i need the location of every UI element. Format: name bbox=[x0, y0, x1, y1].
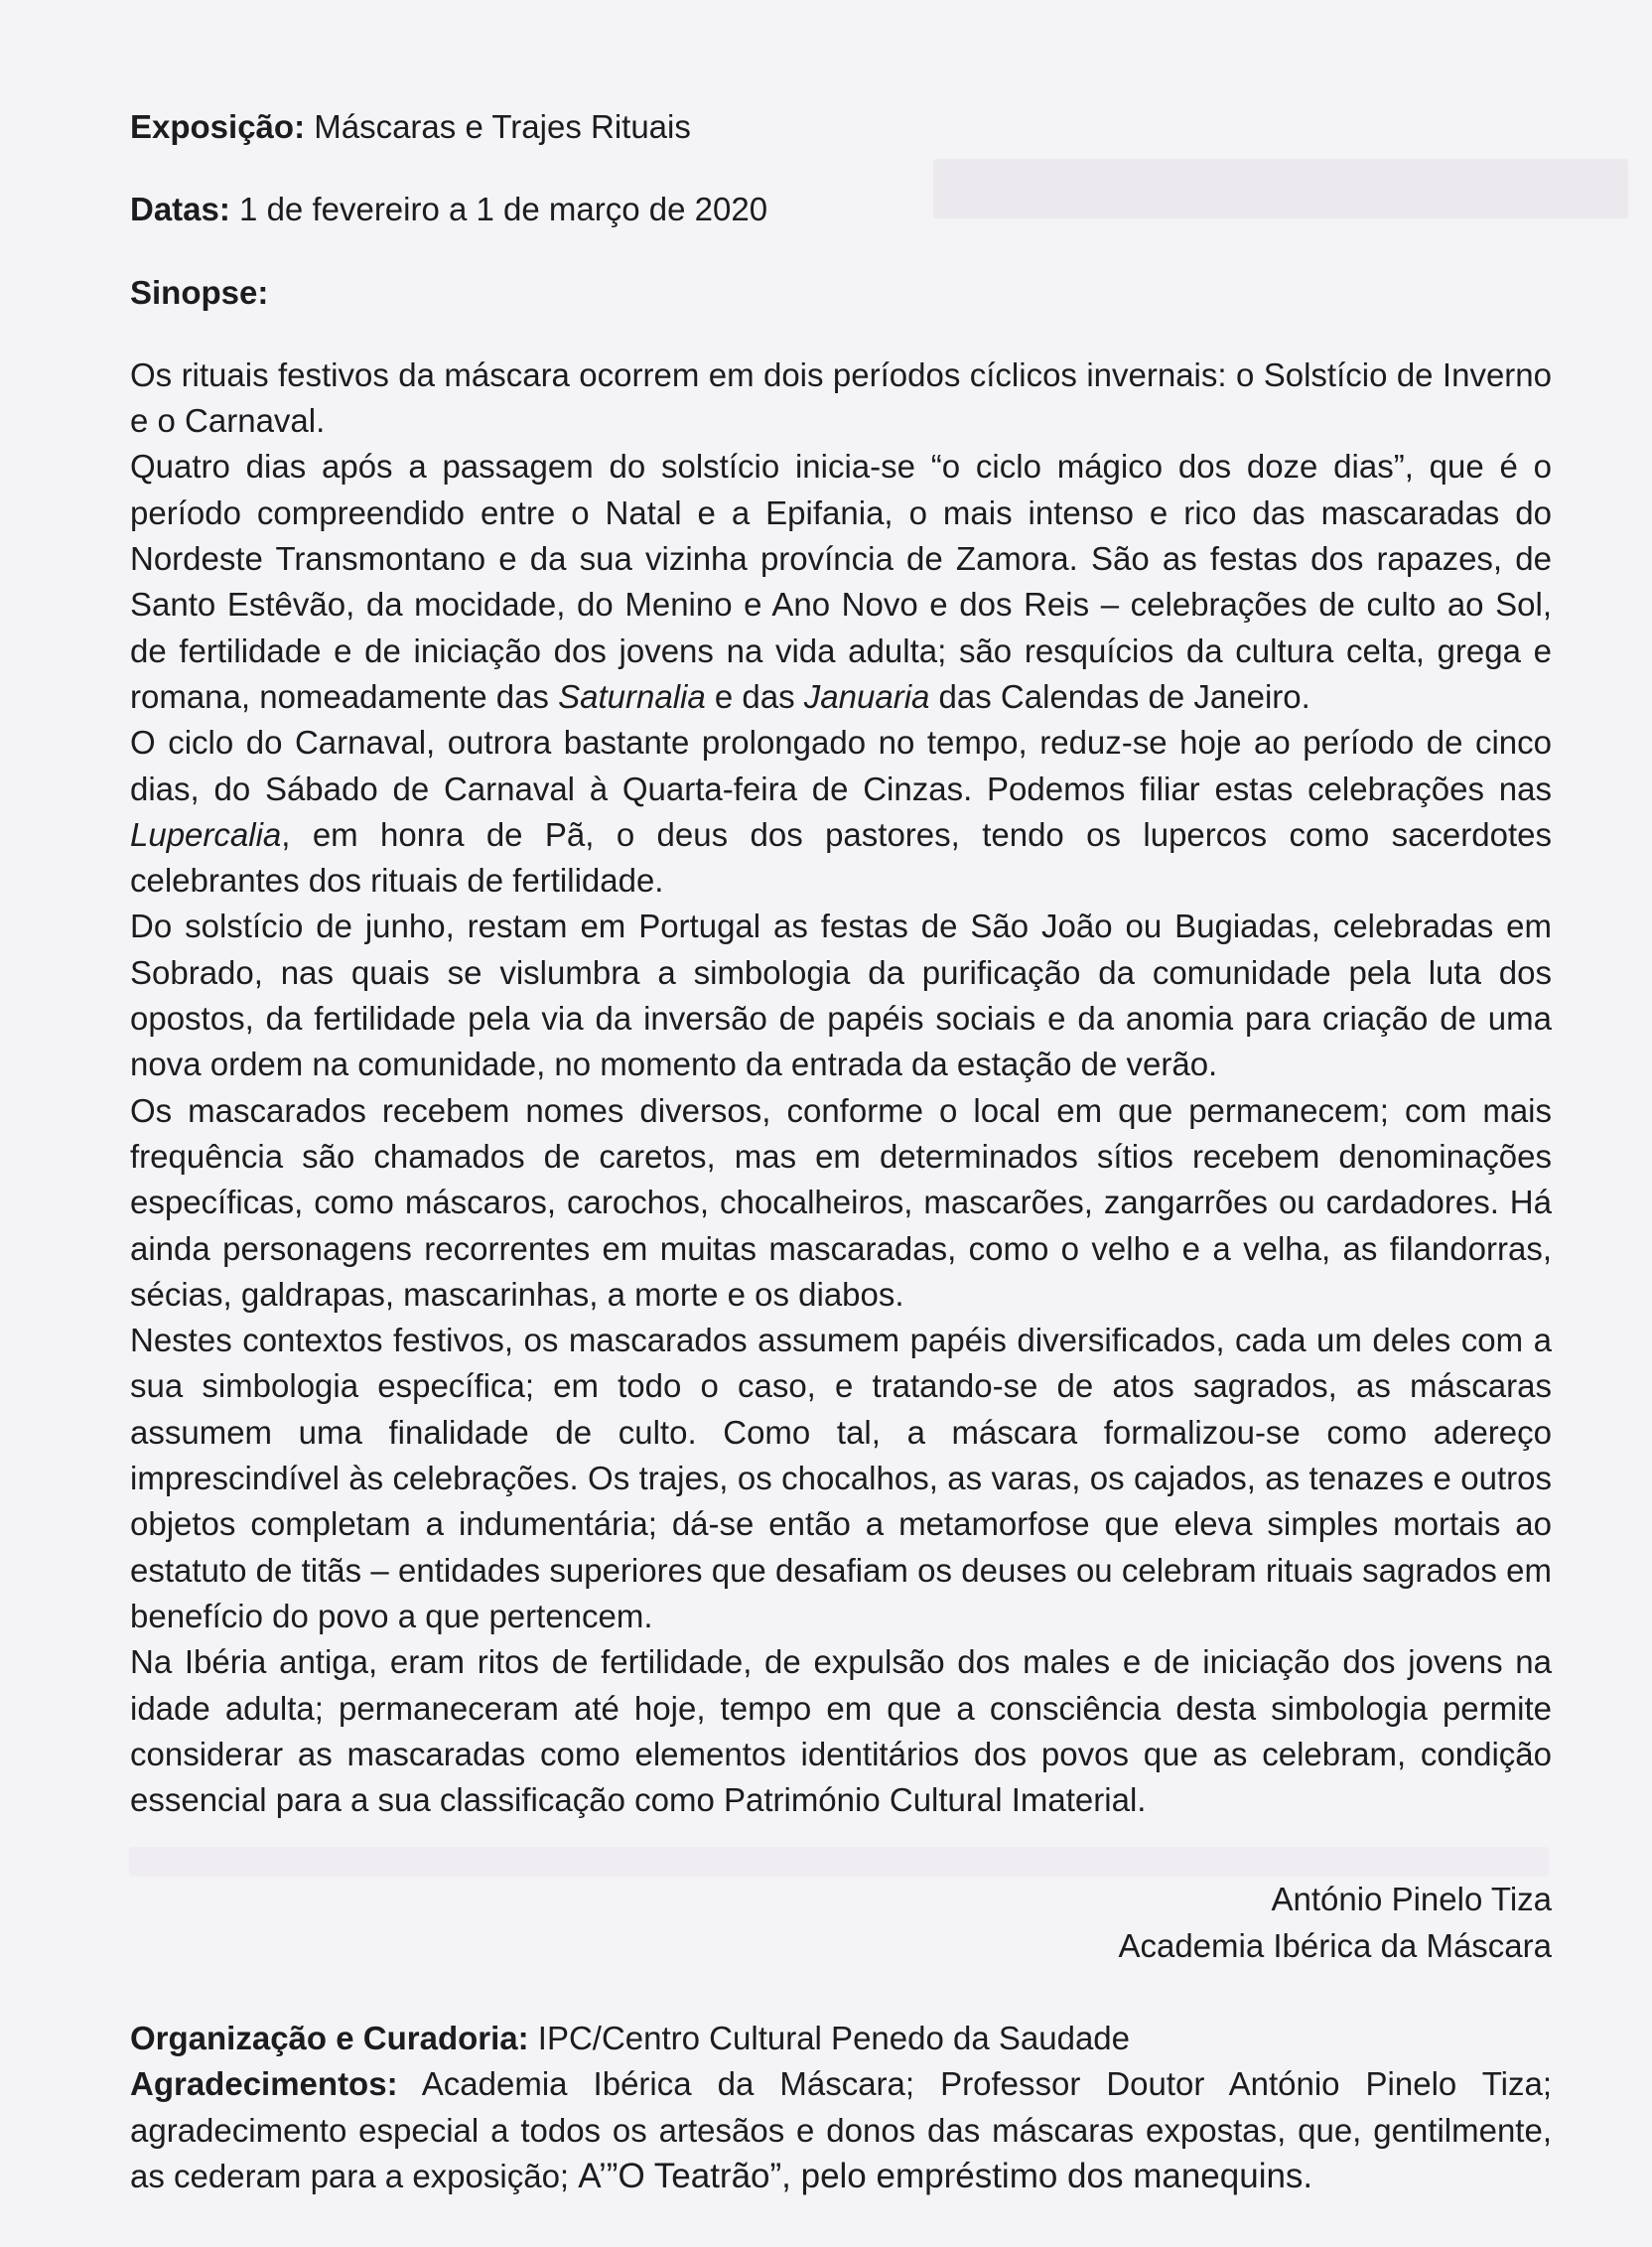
synopsis-paragraph: Do solstício de junho, restam em Portugal as festas de São João ou Bugiadas, celebradas em Sobrado, nas quais se vislumbra a simbologia da purificação da comunidade pela luta dos opostos, da fertilidade pela via da inversão de papéis sociais e da anomia para criação de uma nova ordem na comunidade, no momento da entrada da estação de verão. bbox=[130, 908, 1552, 1083]
exhibition-line bbox=[130, 104, 1552, 150]
acknowledgements-value: Academia Ibérica da Máscara; Professor Doutor António Pinelo Tiza; agradecimento especial a todos os artesãos e donos das máscaras expostas, que, gentilmente, as cederam para a exposição; bbox=[130, 2065, 1552, 2194]
italic-term: Saturnalia bbox=[558, 677, 706, 715]
acknowledgements-label: Agradecimentos: bbox=[130, 2065, 398, 2103]
synopsis-paragraph: O ciclo do Carnaval, outrora bastante prolongado no tempo, reduz-se hoje ao período de cinco dias, do Sábado de Carnaval à Quarta-feira de Cinzas. Podemos filiar estas celebrações nas Lupercalia, em honra de Pã, o deus dos pastores, tendo os lupercos como sacerdotes celebrantes dos rituais de fertilidade. bbox=[130, 724, 1552, 900]
dates-label: Datas: bbox=[130, 191, 230, 228]
exhibition-label: Exposição: bbox=[130, 108, 306, 145]
organization-label: Organização e Curadoria: bbox=[130, 2019, 529, 2056]
synopsis-heading bbox=[130, 270, 1552, 316]
acknowledgements-line bbox=[130, 2061, 1552, 2199]
synopsis-paragraph: Quatro dias após a passagem do solstício inicia-se “o ciclo mágico dos doze dias”, que é o período compreendido entre o Natal e a Epifania, o mais intenso e rico das mascaradas do Nordeste Transmontano e da sua vizinha província de Zamora. São as festas dos rapazes, de Santo Estêvão, da mocidade, do Menino e Ano Novo e dos Reis – celebrações de culto ao Sol, de fertilidade e de iniciação dos jovens na vida adulta; são resquícios da cultura celta, grega e romana, nomeadamente das Saturnalia e das Januaria das Calendas de Janeiro. bbox=[130, 448, 1552, 715]
synopsis-paragraph: Nestes contextos festivos, os mascarados assumem papéis diversificados, cada um deles com a sua simbologia específica; em todo o caso, e tratando-se de atos sagrados, as máscaras assumem uma finalidade de culto. Como tal, a máscara formalizou-se como adereço imprescindível às celebrações. Os trajes, os chocalhos, as varas, os cajados, as tenazes e outros objetos completam a indumentária; dá-se então a metamorfose que eleva simples mortais ao estatuto de titãs – entidades superiores que desafiam os deuses ou celebram rituais sagrados em benefício do povo a que pertencem. bbox=[130, 1322, 1552, 1634]
author-institution: Academia Ibérica da Máscara bbox=[1118, 1926, 1552, 1964]
synopsis-paragraph: Os rituais festivos da máscara ocorrem em dois períodos cíclicos invernais: o Solstício de Inverno e o Carnaval. bbox=[130, 355, 1552, 440]
signature-block bbox=[130, 1877, 1552, 1969]
credits-block bbox=[130, 2016, 1552, 2199]
organization-line bbox=[130, 2016, 1552, 2061]
synopsis-paragraph: Na Ibéria antiga, eram ritos de fertilidade, de expulsão dos males e de iniciação dos jovens na idade adulta; permaneceram até hoje, tempo em que a consciência desta simbologia permite considerar as mascaradas como elementos identitários dos povos que as celebram, condição essencial para a sua classificação como Património Cultural Imaterial. bbox=[130, 1643, 1552, 1819]
document-page bbox=[130, 104, 1552, 2199]
dates-value: 1 de fevereiro a 1 de março de 2020 bbox=[239, 191, 768, 228]
organization-value: IPC/Centro Cultural Penedo da Saudade bbox=[537, 2019, 1131, 2056]
author-name: António Pinelo Tiza bbox=[1271, 1881, 1552, 1918]
dates-line bbox=[130, 187, 1552, 232]
synopsis-label: Sinopse: bbox=[130, 273, 269, 311]
exhibition-title: Máscaras e Trajes Rituais bbox=[314, 108, 691, 145]
italic-term: Januaria bbox=[803, 677, 930, 715]
italic-term: Lupercalia bbox=[130, 815, 282, 853]
acknowledgements-last: A’”O Teatrão”, pelo empréstimo dos manequins. bbox=[578, 2156, 1313, 2195]
synopsis-body bbox=[130, 352, 1552, 1824]
synopsis-paragraph: Os mascarados recebem nomes diversos, conforme o local em que permanecem; com mais frequência são chamados de caretos, mas em determinados sítios recebem denominações específicas, como máscaros, carochos, chocalheiros, mascarões, zangarrões ou cardadores. Há ainda personagens recorrentes em muitas mascaradas, como o velho e a velha, as filandorras, sécias, galdrapas, mascarinhas, a morte e os diabos. bbox=[130, 1091, 1552, 1313]
